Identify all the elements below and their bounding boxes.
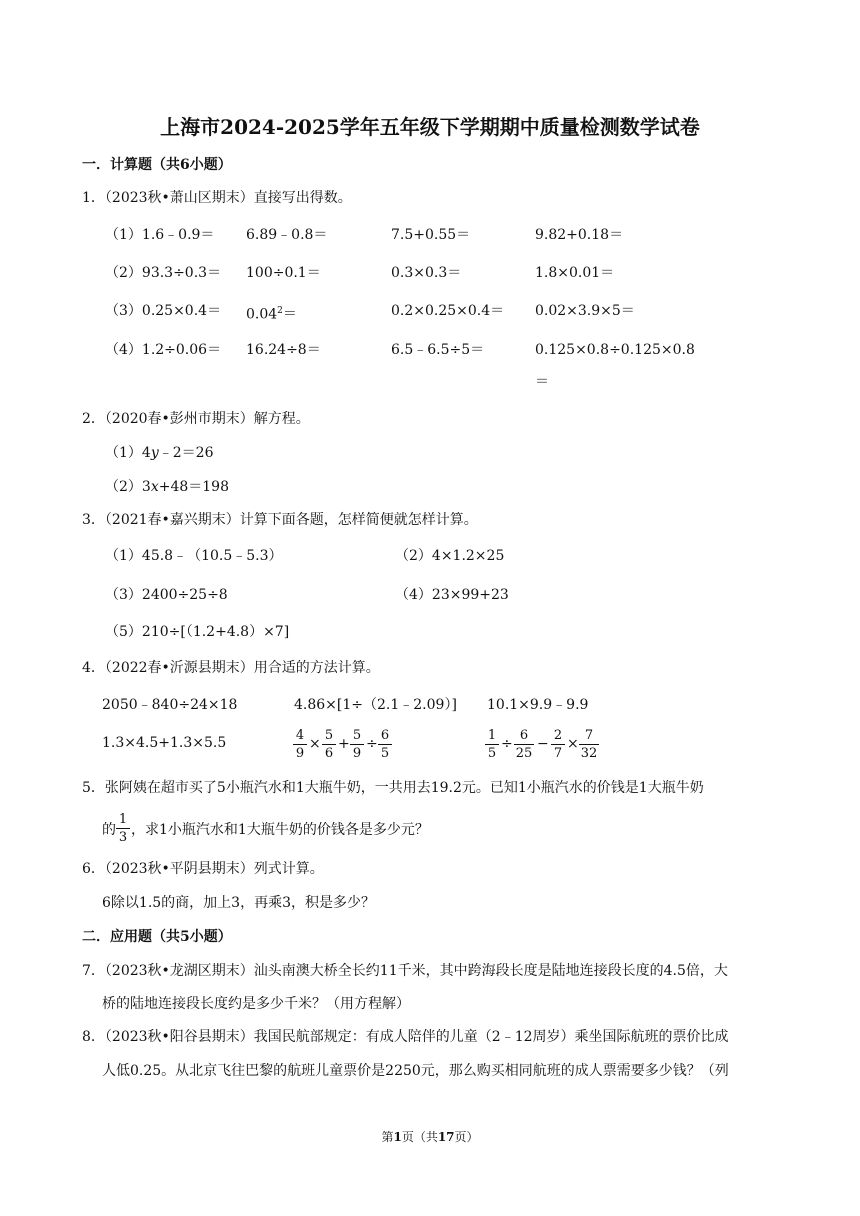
operator: ÷ (366, 736, 378, 752)
operator: ÷ (501, 736, 513, 752)
denominator: 9 (352, 746, 362, 761)
denominator: 25 (515, 746, 533, 761)
question-5-line-1: 5．张阿姨在超市买了5小瓶汽水和1大瓶牛奶，一共用去19.2元。已知1小瓶汽水的价钱是1大瓶牛奶 (82, 780, 704, 796)
q2-eq2-a: （2）3 (105, 479, 151, 495)
question-5-line-2-start: 的 (102, 822, 116, 838)
q1-exponent: 2 (277, 306, 283, 316)
operator: − (537, 736, 549, 752)
q1-cell: 6.89﹣0.8＝ (246, 227, 328, 243)
operator: + (338, 736, 350, 752)
q3-item: （4）23×99+23 (395, 587, 509, 603)
q1-wrap-equals: ＝ (535, 374, 549, 390)
question-2-stem: 2．（2020春•彭州市期末）解方程。 (82, 411, 310, 427)
numerator: 4 (295, 728, 305, 743)
q1-cell: （2）93.3÷0.3＝ (105, 265, 222, 281)
q1-cell: 0.02×3.9×5＝ (535, 303, 635, 319)
denominator: 7 (553, 746, 563, 761)
denominator: 5 (487, 746, 497, 761)
denominator: 5 (380, 746, 390, 761)
footer-prefix: 第 (381, 1130, 394, 1144)
numerator: 1 (118, 812, 128, 827)
page-number: 1 (393, 1130, 402, 1144)
denominator: 3 (118, 830, 128, 845)
numerator: 6 (519, 728, 529, 743)
question-7-line-2: 桥的陆地连接段长度约是多少千米？（用方程解） (102, 996, 410, 1012)
numerator: 7 (584, 728, 594, 743)
fraction (322, 728, 336, 761)
q1-cell: （1）1.6﹣0.9＝ (105, 227, 215, 243)
question-7-line-1: 7．（2023秋•龙湖区期末）汕头南澳大桥全长约11千米，其中跨海段长度是陆地连接段长度的4.5倍，大 (82, 963, 728, 979)
q2-equation-2 (105, 477, 229, 497)
question-4-stem: 4．（2022春•沂源县期末）用合适的方法计算。 (82, 660, 380, 676)
total-pages: 17 (437, 1130, 455, 1144)
question-8-line-2: 人低0.25。从北京飞往巴黎的航班儿童票价是2250元，那么购买相同航班的成人票需要多少钱？（列 (102, 1063, 729, 1079)
fraction (293, 728, 307, 761)
fraction (551, 728, 565, 761)
q1-cell: 100÷0.1＝ (246, 265, 321, 281)
fraction (514, 728, 534, 761)
question-3-stem: 3．（2021春•嘉兴期末）计算下面各题，怎样简便就怎样计算。 (82, 512, 478, 528)
q1-base: 0.04 (246, 306, 278, 323)
section-heading-1: 一．计算题（共6小题） (82, 157, 232, 173)
denominator: 32 (580, 746, 598, 761)
question-6-stem: 6．（2023秋•平阴县期末）列式计算。 (82, 861, 324, 877)
q1-cell: 16.24÷8＝ (246, 342, 321, 358)
question-6-body: 6除以1.5的商，加上3，再乘3，积是多少？ (102, 895, 375, 911)
q3-item: （1）45.8﹣（10.5﹣5.3） (105, 548, 283, 564)
fraction (579, 728, 599, 761)
fraction (485, 728, 499, 761)
q3-item: （5）210÷[（1.2+4.8）×7] (105, 624, 290, 640)
page-title: 上海市2024-2025学年五年级下学期期中质量检测数学试卷 (160, 115, 700, 139)
q2-eq1-var: y (150, 445, 159, 461)
q1-cell: 7.5+0.55＝ (391, 227, 471, 243)
question-1-stem: 1．（2023秋•萧山区期末）直接写出得数。 (82, 190, 352, 206)
operator: × (309, 736, 321, 752)
q1-cell: 9.82+0.18＝ (535, 227, 624, 243)
q2-equation-1 (105, 443, 213, 463)
section-heading-2: 二．应用题（共5小题） (82, 929, 232, 945)
q3-item: （3）2400÷25÷8 (105, 587, 228, 603)
numerator: 5 (352, 728, 362, 743)
q2-eq2-var: x (150, 479, 159, 495)
q1-cell: 6.5﹣6.5÷5＝ (391, 342, 485, 358)
q4-item: 10.1×9.9﹣9.9 (487, 697, 589, 713)
q4-item: 4.86×[1÷（2.1﹣2.09）] (294, 697, 457, 713)
footer-middle: 页（共 (401, 1130, 438, 1144)
q5-fraction (116, 812, 130, 845)
fraction (350, 728, 364, 761)
footer-suffix: 页） (454, 1130, 479, 1144)
denominator: 6 (324, 746, 334, 761)
denominator: 9 (295, 746, 305, 761)
numerator: 5 (324, 728, 334, 743)
page-footer (0, 1128, 860, 1146)
q1-cell-power (246, 301, 297, 325)
q2-eq2-b: +48＝198 (158, 479, 230, 495)
numerator: 6 (380, 728, 390, 743)
fraction (378, 728, 392, 761)
q1-cell: 0.2×0.25×0.4＝ (391, 303, 505, 319)
q1-cell: （4）1.2÷0.06＝ (105, 342, 222, 358)
numerator: 2 (553, 728, 563, 743)
question-5-line-2-end: ，求1小瓶汽水和1大瓶牛奶的价钱各是多少元？ (131, 822, 429, 838)
q1-cell: （3）0.25×0.4＝ (105, 303, 222, 319)
q2-eq1-b: ﹣2＝26 (158, 445, 214, 461)
q4-item: 1.3×4.5+1.3×5.5 (102, 735, 227, 751)
q1-cell: 1.8×0.01＝ (535, 265, 615, 281)
numerator: 1 (487, 728, 497, 743)
q4-item: 2050﹣840÷24×18 (102, 697, 238, 713)
q1-cell: 0.125×0.8÷0.125×0.8 (535, 342, 695, 358)
q1-equals: ＝ (282, 306, 297, 323)
question-8-line-1: 8．（2023秋•阳谷县期末）我国民航部规定：有成人陪伴的儿童（2﹣12周岁）乘坐国际航班的票价比成 (82, 1029, 729, 1045)
operator: × (567, 736, 579, 752)
q1-cell: 0.3×0.3＝ (391, 265, 462, 281)
q3-item: （2）4×1.2×25 (395, 548, 505, 564)
q2-eq1-a: （1）4 (105, 445, 151, 461)
